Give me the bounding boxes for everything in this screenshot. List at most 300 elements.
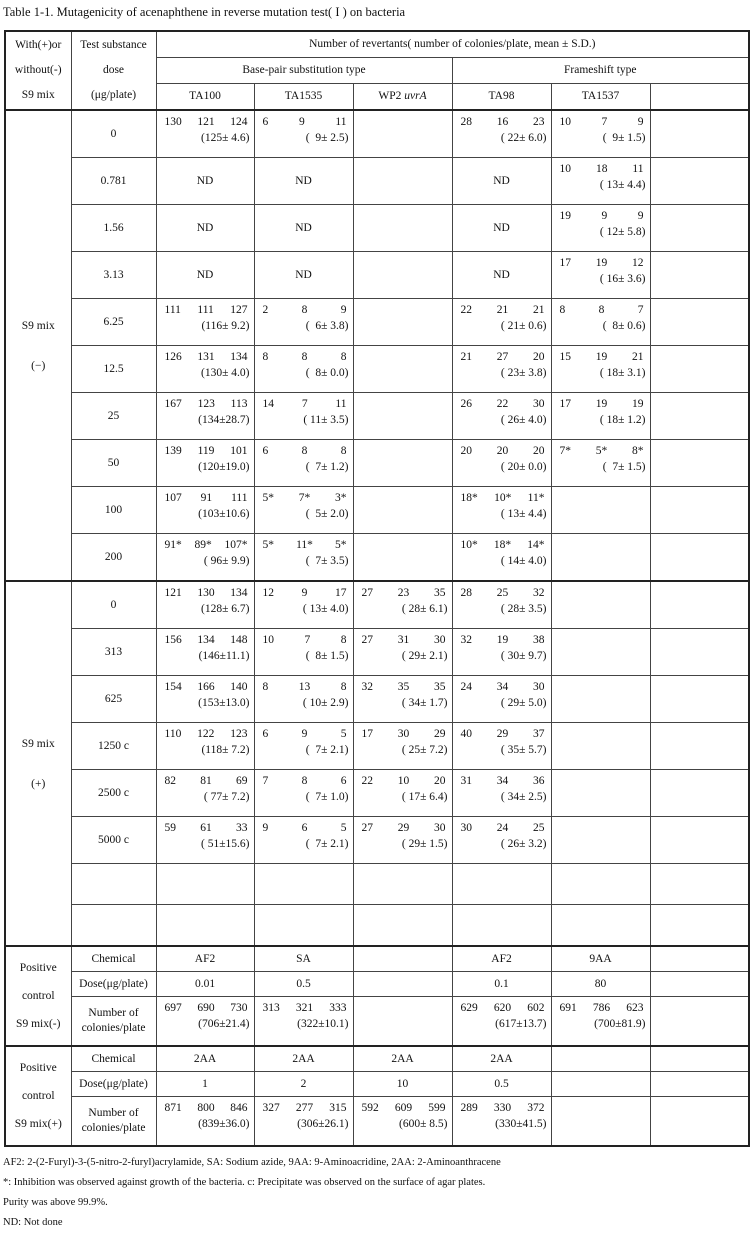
empty-cell <box>551 1046 650 1072</box>
empty-cell: 0.5 <box>452 1072 551 1097</box>
empty-cell <box>650 110 749 158</box>
plate-count: 6 <box>262 116 269 128</box>
mean-sd: ( 7± 1.2) <box>305 461 349 473</box>
result-cell <box>353 817 452 864</box>
result-cell <box>452 817 551 864</box>
plate-count: 22 <box>460 304 472 316</box>
plate-count: 10 <box>262 634 274 646</box>
mean-sd: ( 96± 9.9) <box>203 555 250 567</box>
empty-cell <box>650 581 749 629</box>
plate-counts <box>165 302 250 318</box>
table-row <box>5 723 749 770</box>
plate-count: 2 <box>262 304 269 316</box>
plate-count: 8 <box>340 634 347 646</box>
result-cell <box>452 770 551 817</box>
empty-cell: 2AA <box>156 1046 254 1072</box>
strain-header <box>650 84 749 111</box>
plate-counts <box>165 1100 250 1116</box>
mean-sd: ( 28± 3.5) <box>500 603 547 615</box>
empty-cell <box>551 487 650 534</box>
plate-count: 8 <box>301 351 308 363</box>
frameshift-header: Frameshift type <box>452 58 749 84</box>
plate-count: 599 <box>428 1102 446 1114</box>
empty-cell <box>650 864 749 905</box>
plate-counts <box>165 585 250 601</box>
plate-count: 24 <box>496 822 509 834</box>
plate-count: 629 <box>460 1002 478 1014</box>
plate-count: 134 <box>197 634 215 646</box>
plate-count: 871 <box>164 1102 182 1114</box>
empty-cell: 0.01 <box>156 972 254 997</box>
empty-cell <box>650 487 749 534</box>
plate-counts <box>461 1000 547 1016</box>
result-cell <box>452 997 551 1047</box>
mean-sd: ( 29± 2.1) <box>401 650 448 662</box>
result-cell <box>156 440 254 487</box>
result-cell <box>551 158 650 205</box>
plate-counts <box>560 161 646 177</box>
plate-counts <box>165 443 250 459</box>
plate-count: 333 <box>329 1002 347 1014</box>
mean-sd: ( 5± 2.0) <box>305 508 349 520</box>
plate-count: 30 <box>434 634 446 646</box>
plate-count: 5 <box>340 728 347 740</box>
empty-cell <box>551 629 650 676</box>
positive-control-row <box>5 997 749 1047</box>
result-cell <box>353 581 452 629</box>
plate-counts <box>165 1000 250 1016</box>
plate-count: 8 <box>340 351 347 363</box>
plate-count: 690 <box>197 1002 215 1014</box>
plate-counts <box>362 585 448 601</box>
mean-sd: (153±13.0) <box>198 697 250 709</box>
plate-count: 8 <box>301 775 308 787</box>
plate-count: 7 <box>301 398 308 410</box>
mean-sd: (706±21.4) <box>198 1018 250 1030</box>
plate-counts <box>461 443 547 459</box>
plate-count: 5 <box>340 822 347 834</box>
mean-sd: ( 34± 1.7) <box>401 697 448 709</box>
plate-counts <box>461 1100 547 1116</box>
empty-cell: 2AA <box>452 1046 551 1072</box>
plate-count: 10 <box>559 116 571 128</box>
header-line: S9 mix <box>21 89 55 101</box>
plate-count: 8 <box>598 304 605 316</box>
plate-count: 122 <box>197 728 215 740</box>
plate-count: 23 <box>397 587 410 599</box>
table-row <box>5 864 749 905</box>
strain-header: TA1535 <box>254 84 353 111</box>
result-cell <box>353 629 452 676</box>
plate-count: 126 <box>164 351 182 363</box>
mean-sd: ( 29± 5.0) <box>500 697 547 709</box>
empty-cell <box>551 1072 650 1097</box>
plate-count: 289 <box>460 1102 478 1114</box>
plate-count: 119 <box>197 445 215 457</box>
plate-count: 35 <box>434 681 446 693</box>
result-cell <box>254 1097 353 1147</box>
plate-count: 22 <box>496 398 509 410</box>
dose-cell: 0 <box>71 581 156 629</box>
plate-count: 11 <box>335 398 347 410</box>
mean-sd: ( 13± 4.0) <box>302 603 349 615</box>
plate-count: 7* <box>559 445 571 457</box>
empty-cell <box>353 972 452 997</box>
plate-count: 20 <box>496 445 509 457</box>
plate-count: 623 <box>626 1002 644 1014</box>
result-cell <box>156 1097 254 1147</box>
plate-count: 81 <box>200 775 212 787</box>
plate-counts <box>263 1100 349 1116</box>
table-row <box>5 629 749 676</box>
plate-count: 327 <box>262 1102 280 1114</box>
dose-cell: 6.25 <box>71 299 156 346</box>
row-label: Dose(μg/plate) <box>71 1072 156 1097</box>
plate-count: 9 <box>301 728 308 740</box>
empty-cell <box>650 723 749 770</box>
label-line: S9 mix(-) <box>16 1018 61 1030</box>
result-cell <box>254 676 353 723</box>
plate-counts <box>263 114 349 130</box>
table-row <box>5 205 749 252</box>
plate-count: 27 <box>496 351 509 363</box>
plate-count: 36 <box>533 775 545 787</box>
result-cell <box>452 110 551 158</box>
result-cell <box>254 817 353 864</box>
table-row <box>5 487 749 534</box>
plate-count: 156 <box>164 634 182 646</box>
plate-count: 330 <box>493 1102 512 1114</box>
not-done-cell: ND <box>156 158 254 205</box>
mean-sd: ( 11± 3.5) <box>303 414 349 426</box>
plate-count: 8 <box>301 445 308 457</box>
empty-cell <box>650 205 749 252</box>
empty-cell <box>650 534 749 582</box>
row-label: Chemical <box>71 946 156 972</box>
mean-sd: ( 26± 4.0) <box>500 414 547 426</box>
plate-count: 20 <box>460 445 472 457</box>
plate-count: 19 <box>496 634 509 646</box>
plate-count: 730 <box>230 1002 248 1014</box>
mutagenicity-table <box>4 30 750 1147</box>
empty-cell <box>452 905 551 947</box>
empty-cell <box>650 440 749 487</box>
empty-cell <box>650 299 749 346</box>
empty-cell <box>650 905 749 947</box>
plate-count: 134 <box>230 587 248 599</box>
result-cell <box>452 299 551 346</box>
empty-cell <box>353 487 452 534</box>
empty-cell <box>650 158 749 205</box>
plate-count: 33 <box>236 822 248 834</box>
plate-count: 30 <box>533 398 545 410</box>
mean-sd: (700±81.9) <box>594 1018 646 1030</box>
plate-counts <box>461 396 547 412</box>
empty-cell <box>650 1072 749 1097</box>
result-cell <box>156 110 254 158</box>
positive-control-label <box>5 1046 71 1146</box>
plate-count: 18* <box>460 492 478 504</box>
s9-label-line: S9 mix <box>21 319 55 332</box>
plate-count: 29 <box>397 822 410 834</box>
plate-count: 29 <box>434 728 446 740</box>
plate-count: 121 <box>197 116 215 128</box>
result-cell <box>551 393 650 440</box>
empty-cell <box>452 864 551 905</box>
plate-counts <box>165 490 250 506</box>
empty-cell <box>650 946 749 972</box>
result-cell <box>254 770 353 817</box>
plate-count: 12 <box>632 257 644 269</box>
empty-cell <box>650 972 749 997</box>
header-line: (μg/plate) <box>90 89 137 101</box>
plate-count: 19 <box>559 210 571 222</box>
dose-header <box>71 31 156 110</box>
empty-cell <box>551 864 650 905</box>
plate-counts <box>263 773 349 789</box>
empty-cell <box>650 676 749 723</box>
plate-counts <box>165 679 250 695</box>
not-done-cell: ND <box>452 158 551 205</box>
plate-count: 5* <box>262 539 274 551</box>
empty-cell <box>353 393 452 440</box>
table-row <box>5 534 749 582</box>
plate-count: 691 <box>559 1002 577 1014</box>
result-cell <box>254 581 353 629</box>
mean-sd: ( 51±15.6) <box>201 838 250 850</box>
empty-cell <box>353 346 452 393</box>
dose-cell: 100 <box>71 487 156 534</box>
positive-control-row <box>5 1097 749 1147</box>
table-row <box>5 346 749 393</box>
table-row <box>5 299 749 346</box>
empty-cell: AF2 <box>156 946 254 972</box>
label-line: Positive <box>19 962 57 974</box>
plate-counts <box>165 773 250 789</box>
plate-count: 17 <box>559 257 571 269</box>
not-done-cell: ND <box>156 205 254 252</box>
not-done-cell: ND <box>254 205 353 252</box>
plate-count: 20 <box>533 351 545 363</box>
mean-sd: (125± 4.6) <box>201 132 250 144</box>
result-cell <box>353 723 452 770</box>
result-cell <box>156 299 254 346</box>
row-label: Number of colonies/plate <box>71 997 156 1047</box>
plate-count: 13 <box>298 681 311 693</box>
result-cell <box>353 1097 452 1147</box>
plate-count: 134 <box>230 351 248 363</box>
plate-counts <box>263 679 349 695</box>
empty-cell <box>650 817 749 864</box>
empty-cell <box>353 534 452 582</box>
plate-counts <box>263 1000 349 1016</box>
plate-count: 6 <box>262 445 269 457</box>
result-cell <box>452 487 551 534</box>
strain-header: TA98 <box>452 84 551 111</box>
plate-count: 6 <box>340 775 347 787</box>
dose-cell: 313 <box>71 629 156 676</box>
plate-counts <box>560 208 646 224</box>
mean-sd: (146±11.1) <box>198 650 250 662</box>
table-title: Table 1-1. Mutagenicity of acenaphthene in reverse mutation test( I ) on bacteria <box>3 5 406 19</box>
result-cell <box>452 440 551 487</box>
plate-counts <box>461 349 547 365</box>
plate-count: 786 <box>592 1002 611 1014</box>
dose-cell: 625 <box>71 676 156 723</box>
empty-cell <box>650 1046 749 1072</box>
mean-sd: (134±28.7) <box>198 414 250 426</box>
empty-cell <box>156 864 254 905</box>
plate-count: 27 <box>361 587 373 599</box>
plate-count: 321 <box>295 1002 314 1014</box>
dose-cell: 50 <box>71 440 156 487</box>
footnote: AF2: 2-(2-Furyl)-3-(5-nitro-2-furyl)acrylamide, SA: Sodium azide, 9AA: 9-Aminoacridine, 2AA: 2-Aminoanthracene <box>3 1157 501 1168</box>
empty-cell <box>650 997 749 1047</box>
plate-count: 121 <box>164 587 182 599</box>
plate-counts <box>165 349 250 365</box>
plate-count: 111 <box>164 304 181 316</box>
empty-cell: AF2 <box>452 946 551 972</box>
plate-count: 23 <box>533 116 545 128</box>
plate-count: 31 <box>460 775 472 787</box>
result-cell <box>254 393 353 440</box>
plate-counts <box>560 396 646 412</box>
mean-sd: (322±10.1) <box>297 1018 349 1030</box>
mean-sd: ( 7± 3.5) <box>305 555 349 567</box>
mean-sd: ( 26± 3.2) <box>500 838 547 850</box>
plate-counts <box>560 1000 646 1016</box>
plate-count: 34 <box>496 775 509 787</box>
empty-cell <box>353 110 452 158</box>
plate-counts <box>560 349 646 365</box>
plate-count: 167 <box>164 398 182 410</box>
plate-counts <box>461 773 547 789</box>
plate-count: 40 <box>460 728 472 740</box>
plate-count: 372 <box>527 1102 545 1114</box>
plate-count: 130 <box>197 587 215 599</box>
plate-count: 24 <box>460 681 472 693</box>
plate-count: 30 <box>533 681 545 693</box>
plate-count: 21 <box>460 351 472 363</box>
plate-count: 9 <box>601 210 608 222</box>
plate-count: 315 <box>329 1102 347 1114</box>
mean-sd: ( 23± 3.8) <box>500 367 547 379</box>
plate-counts <box>362 773 448 789</box>
plate-counts <box>461 820 547 836</box>
dose-cell: 0.781 <box>71 158 156 205</box>
mean-sd: (600± 8.5) <box>399 1118 448 1130</box>
plate-counts <box>165 537 250 553</box>
mean-sd: ( 17± 6.4) <box>401 791 448 803</box>
label-line: S9 mix(+) <box>14 1118 62 1130</box>
plate-counts <box>263 632 349 648</box>
dose-cell: 5000 c <box>71 817 156 864</box>
plate-count: 30 <box>460 822 472 834</box>
plate-count: 27 <box>361 634 373 646</box>
empty-cell <box>353 205 452 252</box>
plate-count: 21 <box>496 304 509 316</box>
mean-sd: ( 18± 1.2) <box>599 414 646 426</box>
plate-count: 7 <box>304 634 311 646</box>
result-cell <box>551 440 650 487</box>
result-cell <box>156 346 254 393</box>
empty-cell <box>156 905 254 947</box>
positive-control-row <box>5 972 749 997</box>
plate-count: 17 <box>335 587 347 599</box>
plate-counts <box>461 726 547 742</box>
result-cell <box>156 393 254 440</box>
plate-count: 5* <box>262 492 274 504</box>
plate-count: 10 <box>559 163 571 175</box>
empty-cell <box>551 581 650 629</box>
plate-counts <box>263 820 349 836</box>
mean-sd: ( 22± 6.0) <box>500 132 547 144</box>
plate-count: 59 <box>164 822 176 834</box>
plate-count: 11* <box>296 539 313 551</box>
mean-sd: ( 7± 2.1) <box>305 744 349 756</box>
plate-counts <box>461 585 547 601</box>
empty-cell <box>551 905 650 947</box>
plate-count: 25 <box>496 587 509 599</box>
plate-count: 11 <box>335 116 347 128</box>
result-cell <box>254 440 353 487</box>
result-cell <box>353 770 452 817</box>
empty-cell <box>551 723 650 770</box>
footnotes <box>0 1147 750 1237</box>
mean-sd: (617±13.7) <box>495 1018 547 1030</box>
result-cell <box>156 676 254 723</box>
empty-cell <box>551 676 650 723</box>
mean-sd: ( 8± 1.5) <box>305 650 349 662</box>
mean-sd: ( 16± 3.6) <box>599 273 646 285</box>
result-cell <box>156 534 254 582</box>
result-cell <box>452 1097 551 1147</box>
plate-counts <box>165 726 250 742</box>
plate-count: 9 <box>301 587 308 599</box>
plate-count: 19 <box>595 398 608 410</box>
empty-cell <box>353 299 452 346</box>
empty-cell: 0.1 <box>452 972 551 997</box>
result-cell <box>551 110 650 158</box>
mean-sd: (103±10.6) <box>198 508 250 520</box>
mean-sd: ( 8± 0.0) <box>305 367 349 379</box>
label-line: Positive <box>19 1062 57 1074</box>
plate-count: 19 <box>595 351 608 363</box>
plate-count: 32 <box>460 634 472 646</box>
empty-cell <box>353 905 452 947</box>
plate-count: 10* <box>460 539 478 551</box>
dose-cell <box>71 864 156 905</box>
empty-cell <box>353 440 452 487</box>
table-row <box>5 817 749 864</box>
not-done-cell: ND <box>452 252 551 299</box>
plate-count: 107* <box>224 539 248 551</box>
label-line: control <box>21 990 55 1002</box>
plate-count: 139 <box>164 445 182 457</box>
s9-label-line: (−) <box>31 359 46 372</box>
empty-cell: 2AA <box>353 1046 452 1072</box>
plate-count: 8 <box>340 445 347 457</box>
plate-count: 5* <box>595 445 608 457</box>
mean-sd: ( 29± 1.5) <box>401 838 448 850</box>
result-cell <box>254 534 353 582</box>
plate-count: 19 <box>595 257 608 269</box>
result-cell <box>254 997 353 1047</box>
header-line: dose <box>102 64 125 76</box>
dose-cell: 25 <box>71 393 156 440</box>
plate-count: 22 <box>361 775 373 787</box>
result-cell <box>452 676 551 723</box>
